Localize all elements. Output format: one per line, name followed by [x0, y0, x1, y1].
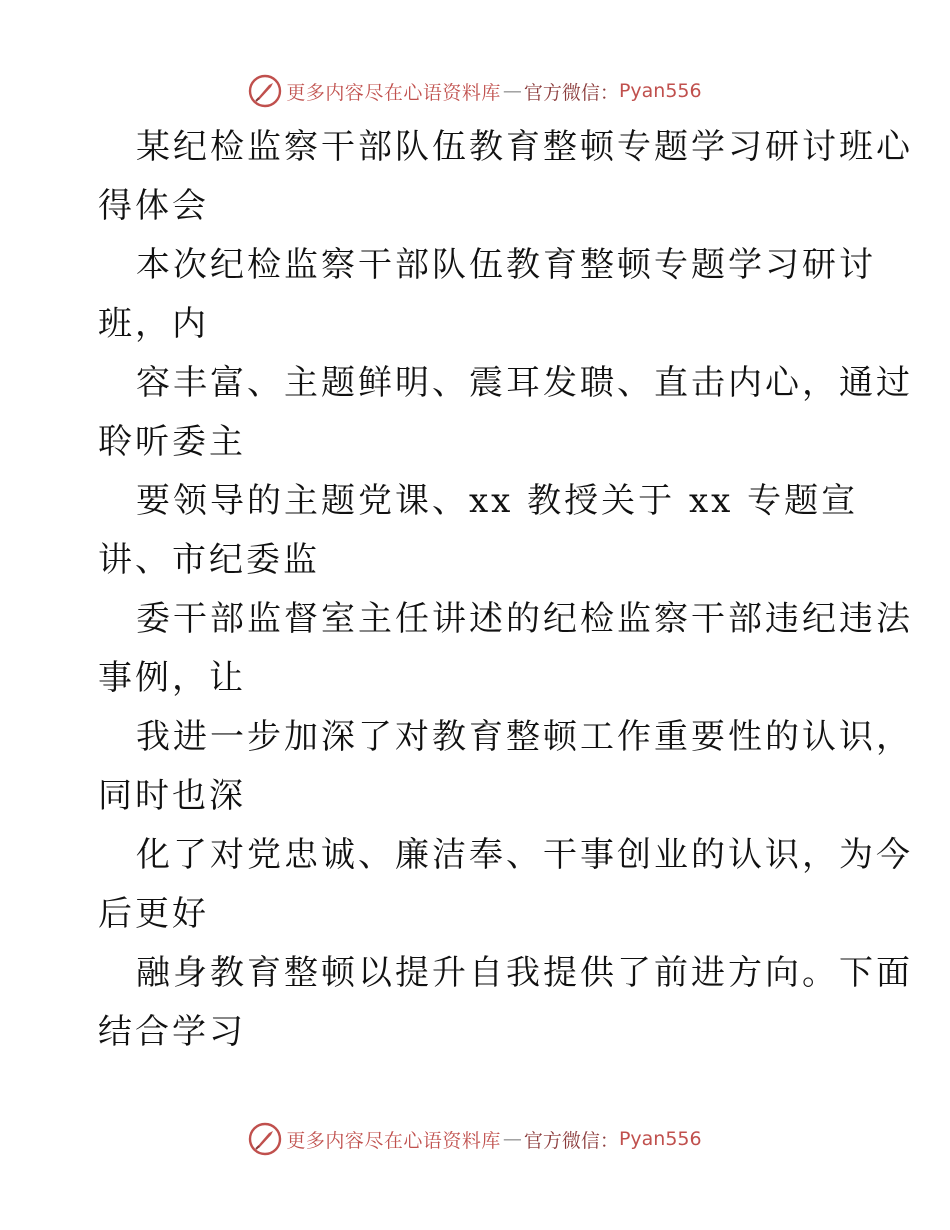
document-title-line: 得体会 [98, 186, 209, 226]
paragraph-line: 本次纪检监察干部队伍教育整顿专题学习研讨 [136, 245, 876, 285]
paragraph-line: 同时也深 [98, 776, 246, 816]
paragraph-line: 班，内 [98, 304, 209, 344]
watermark-separator: — [502, 1128, 522, 1150]
paragraph-line: 委干部监督室主任讲述的纪检监察干部违纪违法 [136, 599, 913, 639]
watermark-wechat-label: 官方微信： [523, 81, 619, 104]
watermark-separator: — [502, 80, 522, 102]
paragraph-line: 事例，让 [98, 658, 246, 698]
paragraph-line: 要领导的主题党课、xx 教授关于 xx 专题宣 [136, 481, 859, 521]
paragraph-line: 结合学习 [98, 1012, 246, 1052]
paragraph-line: 化了对党忠诚、廉洁奉、干事创业的认识，为今 [136, 835, 913, 875]
paragraph-line: 讲、市纪委监 [98, 540, 320, 580]
quill-pen-logo-icon [248, 1122, 282, 1156]
watermark-wechat-id: Pyan556 [618, 1128, 702, 1150]
watermark-wechat-label: 官方微信： [523, 1129, 619, 1152]
watermark-wechat-id: Pyan556 [618, 80, 702, 102]
footer-watermark [0, 1119, 950, 1159]
quill-pen-logo-icon [248, 74, 282, 108]
document-title-line: 某纪检监察干部队伍教育整顿专题学习研讨班心 [136, 127, 913, 167]
header-watermark [0, 71, 950, 111]
paragraph-line: 我进一步加深了对教育整顿工作重要性的认识， [136, 717, 913, 757]
watermark-text: 更多内容尽在心语资料库 [286, 1129, 501, 1152]
paragraph-line: 后更好 [98, 894, 209, 934]
watermark-text: 更多内容尽在心语资料库 [286, 81, 501, 104]
document-body [98, 118, 913, 1062]
paragraph-line: 聆听委主 [98, 422, 246, 462]
paragraph-line: 容丰富、主题鲜明、震耳发聩、直击内心，通过 [136, 363, 913, 403]
paragraph-line: 融身教育整顿以提升自我提供了前进方向。下面 [136, 953, 913, 993]
